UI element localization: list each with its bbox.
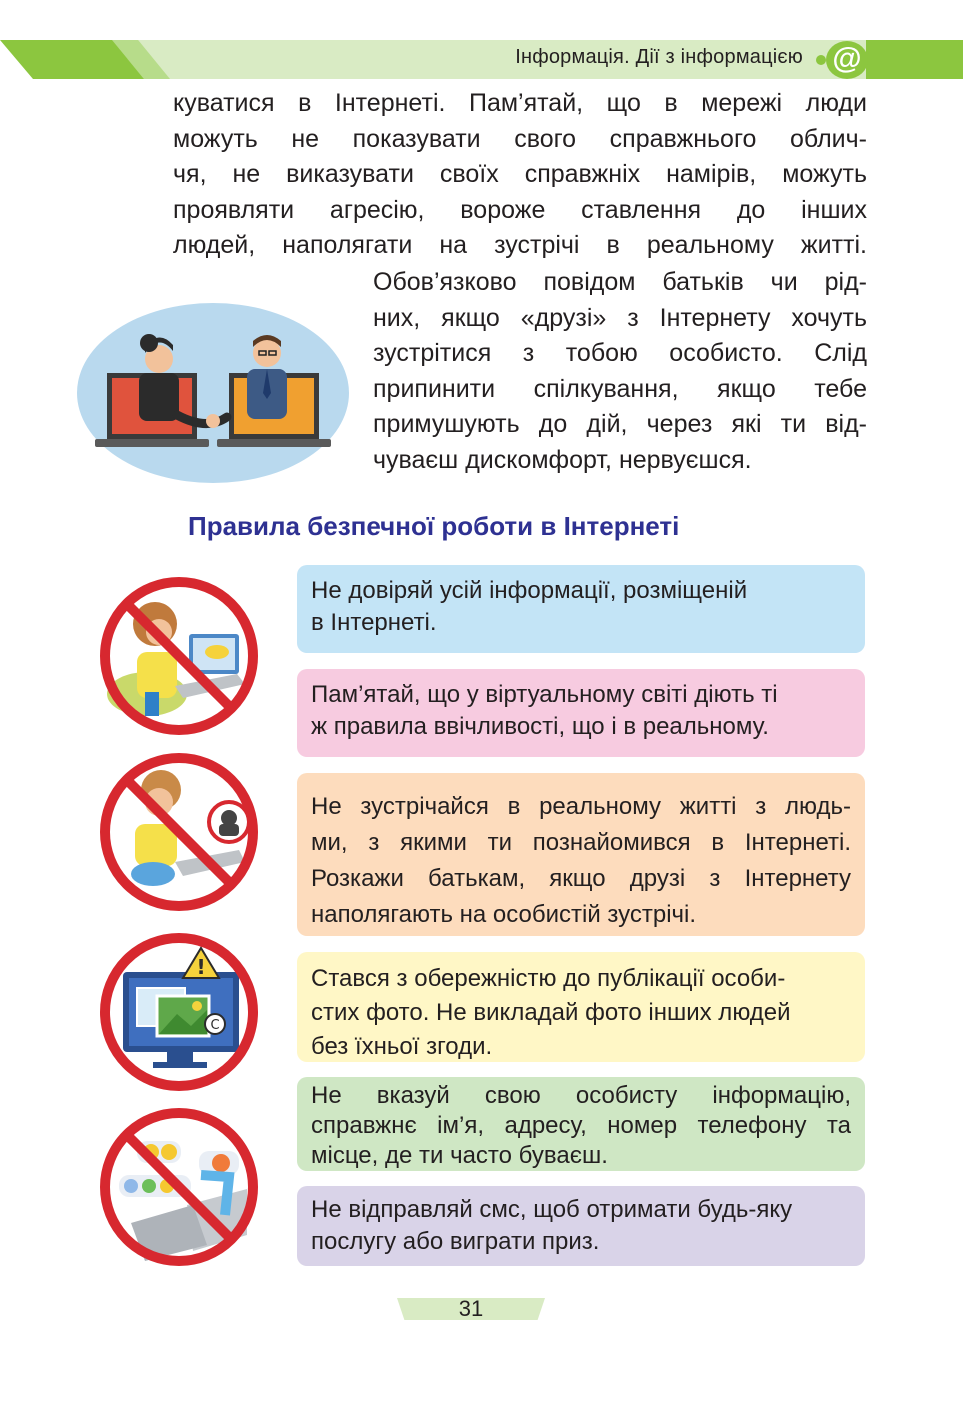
body-paragraph-2 xyxy=(373,265,867,478)
rule-box xyxy=(297,669,865,757)
rule-text-line: Пам’ятай, що у віртуальному світі діють ті xyxy=(311,681,778,708)
text-line: можуть не показувати свого справжнього облич- xyxy=(173,124,867,153)
at-sign-icon: @ xyxy=(826,41,868,79)
rule-box xyxy=(297,952,865,1062)
copyright-photo-warning-icon xyxy=(97,930,261,1094)
rule-box xyxy=(297,773,865,936)
online-handshake-illustration xyxy=(77,303,349,483)
rule-text-line: Не зустрічайся в реальному житті з людь- xyxy=(311,793,851,820)
no-untrusted-laptop-icon xyxy=(97,574,261,738)
header-tail xyxy=(866,40,963,79)
rule-text-line: Стався з обережністю до публікації особи- xyxy=(311,965,786,992)
rule-text-line: стих фото. Не викладай фото інших людей xyxy=(311,999,791,1026)
rule-text-line: місце, де ти часто буваєш. xyxy=(311,1142,608,1169)
text-line: чуваєш дискомфорт, нервуєшся. xyxy=(373,445,752,474)
rule-text-line: в Інтернеті. xyxy=(311,609,437,636)
no-sms-emoji-icon xyxy=(97,1105,261,1269)
rule-text-line: Не вказуй свою особисту інформацію, xyxy=(311,1082,851,1109)
running-header-title: Інформація. Дії з інформацією xyxy=(515,46,803,68)
text-line: куватися в Інтернеті. Пам’ятай, що в мережі люди xyxy=(173,89,867,117)
rule-box xyxy=(297,565,865,653)
rule-text-line: справжнє ім’я, адресу, номер телефону та xyxy=(311,1112,851,1139)
rule-text-line: ми, з якими ти познайомився в Інтернеті. xyxy=(311,829,851,856)
text-line: припинити спілкування, якщо тебе xyxy=(373,374,867,403)
rule-text-line: послугу або виграти приз. xyxy=(311,1228,600,1255)
rule-text-line: Розкажи батькам, якщо друзі з Інтернету xyxy=(311,865,851,892)
text-line: Обов’язково повідом батьків чи рід- xyxy=(373,268,867,296)
rule-text-line: без їхньої згоди. xyxy=(311,1033,493,1060)
page-number: 31 xyxy=(458,1296,484,1321)
header-dot xyxy=(816,55,826,65)
rule-box xyxy=(297,1186,865,1266)
rule-box xyxy=(297,1077,865,1171)
no-stranger-meeting-icon xyxy=(97,750,261,914)
rule-text-line: Не довіряй усій інформації, розміщеній xyxy=(311,577,748,604)
section-title: Правила безпечної роботи в Інтернеті xyxy=(188,511,680,541)
rule-text-line: ж правила ввічливості, що і в реальному. xyxy=(311,713,769,740)
body-paragraph-1 xyxy=(173,86,867,264)
text-line: людей, наполягати на зустрічі в реальному житті. xyxy=(173,231,867,259)
svg-text:C: C xyxy=(210,1018,220,1033)
rule-text-line: наполягають на особистій зустрічі. xyxy=(311,901,697,928)
text-line: зустрітися з тобою особисто. Слід xyxy=(373,339,867,367)
text-line: проявляти агресію, вороже ставлення до інших xyxy=(173,195,867,224)
text-line: них, якщо «друзі» з Інтернету хочуть xyxy=(373,303,867,332)
text-line: примушують до дій, через які ти від- xyxy=(373,410,867,438)
rule-text-line: Не відправляй смс, щоб отримати будь-яку xyxy=(311,1196,793,1223)
text-line: чя, не виказувати своїх справжніх намірів, можуть xyxy=(173,160,867,188)
svg-text:!: ! xyxy=(196,955,206,979)
